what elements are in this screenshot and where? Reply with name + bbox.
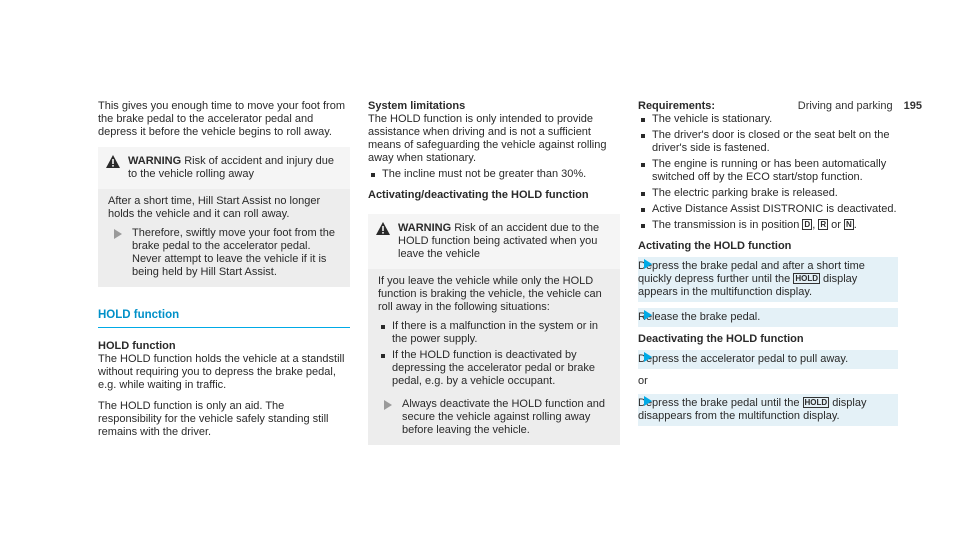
section-title-hold: HOLD function <box>98 309 350 328</box>
action-step-depress-brake: Depress the brake pedal and after a short time quickly depress further until the HOLD display appears in the multifunction display. <box>638 257 898 302</box>
warning-label: WARNING <box>128 155 182 167</box>
column-left <box>98 100 350 447</box>
warning-box-hill-start <box>98 147 350 287</box>
action-step-release-brake: Release the brake pedal. <box>638 308 898 327</box>
action-arrow-icon <box>644 259 652 269</box>
warning-list <box>378 320 612 388</box>
action-arrow-icon <box>114 229 122 239</box>
warning-action: Always deactivate the HOLD function and secure the vehicle against rolling away before leaving the vehicle. <box>378 398 612 437</box>
list-item: The transmission is in position D , R or N . <box>638 219 898 232</box>
column-middle <box>368 100 620 453</box>
warning-title: Risk of accident and injury due to the vehicle rolling away <box>128 155 335 180</box>
gear-d-icon: D <box>804 220 811 229</box>
action-step-brake-until-disappears: Depress the brake pedal until the HOLD display disappears from the multifunction display. <box>638 394 898 426</box>
action-arrow-icon <box>644 310 652 320</box>
action-arrow-icon <box>384 400 392 410</box>
hold-display-icon: HOLD <box>795 274 818 283</box>
list-item: Active Distance Assist DISTRONIC is deactivated. <box>638 203 898 216</box>
list-item: The electric parking brake is released. <box>638 187 898 200</box>
activating-deactivating-heading: Activating/deactivating the HOLD function <box>368 189 589 201</box>
header-section: Driving and parking <box>797 100 893 112</box>
warning-body: If you leave the vehicle while only the HOLD function is braking the vehicle, the vehicle can roll away in the following situations: <box>378 275 602 313</box>
hold-paragraph-2: The HOLD function is only an aid. The responsibility for the vehicle safely standing still remains with the driver. <box>98 400 329 438</box>
hold-paragraph-1: The HOLD function holds the vehicle at a standstill without requiring you to depress the brake pedal, e.g. while waiting in traffic. <box>98 353 345 391</box>
warning-label: WARNING <box>398 222 452 234</box>
limits-heading: System limitations <box>368 100 466 112</box>
warning-box-hold <box>368 214 620 445</box>
list-item: The driver's door is closed or the seat belt on the driver's side is fastened. <box>638 129 898 155</box>
gear-n-icon: N <box>846 220 852 229</box>
warning-title: Risk of an accident due to the HOLD function being activated when you leave the vehicle <box>398 222 600 260</box>
action-arrow-icon <box>644 352 652 362</box>
intro-paragraph: This gives you enough time to move your foot from the brake pedal to the accelerator pedal and depress it before the vehicle begins to roll away. <box>98 100 346 138</box>
warning-triangle-icon <box>376 222 390 235</box>
list-item: The engine is running or has been automatically switched off by the ECO start/stop function. <box>638 158 898 184</box>
list-item: The incline must not be greater than 30%. <box>368 168 620 181</box>
list-item: The vehicle is stationary. <box>638 113 898 126</box>
warning-body: After a short time, Hill Start Assist no longer holds the vehicle and it can roll away. <box>108 195 321 220</box>
limits-body: The HOLD function is only intended to provide assistance when driving and is not a sufficient means of safeguarding the vehicle against rolling away when stationary. <box>368 113 607 164</box>
list-item: If the HOLD function is deactivated by depressing the accelerator pedal or brake pedal, e.g. by a vehicle occupant. <box>378 349 612 388</box>
requirements-list <box>638 113 898 232</box>
list-item: If there is a malfunction in the system or in the power supply. <box>378 320 612 346</box>
warning-triangle-icon <box>106 155 120 168</box>
page-number: 195 <box>903 100 922 112</box>
action-arrow-icon <box>644 396 652 406</box>
column-right <box>638 100 898 432</box>
warning-action: Therefore, swiftly move your foot from the brake pedal to the accelerator pedal. Never attempt to leave the vehicle if it is being held by Hill Start Assist. <box>108 227 342 279</box>
or-label: or <box>638 375 648 387</box>
activating-heading: Activating the HOLD function <box>638 240 792 252</box>
hold-heading: HOLD function <box>98 340 176 352</box>
hold-display-icon: HOLD <box>804 398 828 407</box>
gear-r-icon: R <box>820 220 827 229</box>
limits-list <box>368 168 620 181</box>
deactivating-heading: Deactivating the HOLD function <box>638 333 804 345</box>
requirements-heading: Requirements: <box>638 100 716 112</box>
action-step-accelerate: Depress the accelerator pedal to pull away. <box>638 350 898 369</box>
